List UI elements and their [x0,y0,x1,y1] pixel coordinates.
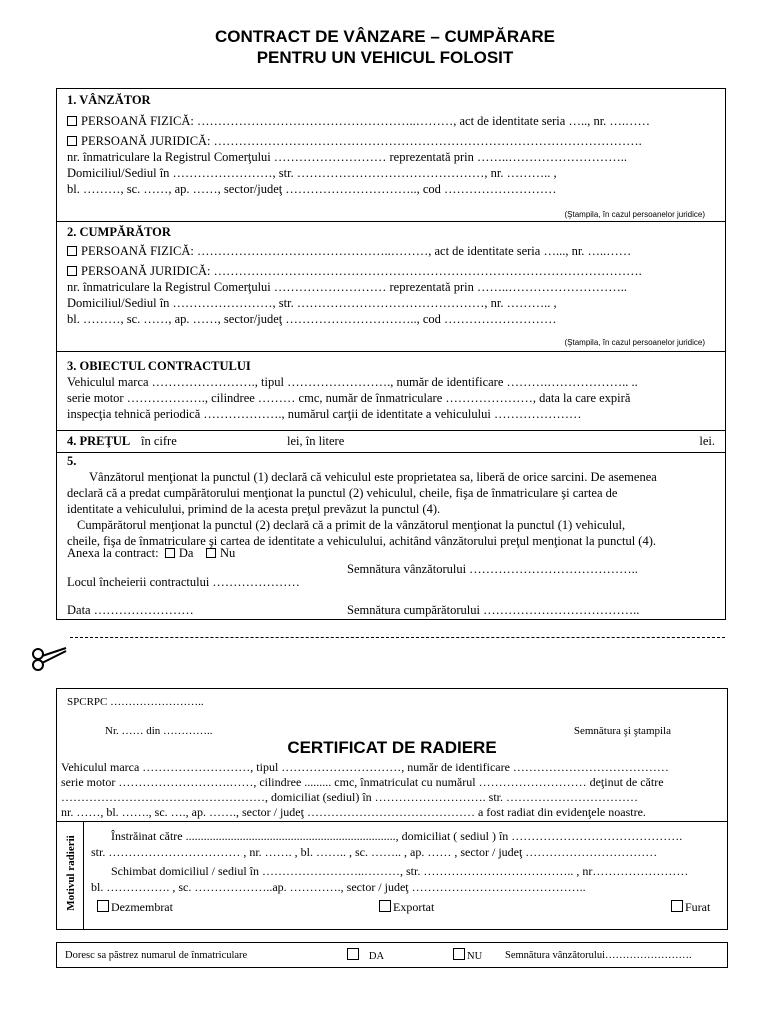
declaration-p1: Vânzătorul menţionat la punctul (1) declară că vehiculul este proprietatea sa, liberă de orice sarcini. De asemenea [89,470,657,484]
declaration-p2: declară că a predat cumpărătorului menţionat la punctul (2) vehiculul, cheile, fişa de înmatriculare şi cartea de [67,486,618,500]
contract-date[interactable]: Data …………………… [67,603,194,617]
reason-transferred: Înstrăinat către ......................................................................, domiciliat ( sediul ) în ……………………………………. [111,829,683,843]
option-exported[interactable]: Exportat [379,900,434,914]
seller-signature[interactable]: Semnătura vânzătorului ………………………………….. [347,562,638,576]
checkbox-icon[interactable] [67,266,77,276]
divider [57,221,725,222]
checkbox-icon[interactable] [67,136,77,146]
reason-address-change: Schimbat domiciliul / sediul în ……………………..………, str. ……………………………….. , nr…………………… [111,864,689,878]
buyer-address-line: Domiciliul/Sediul în ……………………, str. ………………………………………, nr. ……….. , [67,296,557,310]
checkbox-icon[interactable] [97,900,109,912]
object-line2: serie motor ………………., cilindree ……… cmc, număr de înmatriculare …………………, data la care expiră [67,391,631,405]
object-line1: Vehiculul marca ……………………., tipul ……………………., număr de identificare ……….……………….. .. [67,375,638,389]
divider [57,452,725,453]
seller-natural-person[interactable]: PERSOANĂ FIZICĂ: ……………………………………………..………, act de identitate seria ….., nr. ….…… [67,114,650,129]
scissors-icon [30,646,70,672]
price-figures-label: în cifre [141,434,177,448]
contract-place[interactable]: Locul încheierii contractului ………………… [67,575,300,589]
option-stolen[interactable]: Furat [671,900,710,914]
annex-row [67,546,235,561]
reason-transferred-address: str. …………………………… , nr. ……. , bl. …….. , sc. …….. , ap. …… , sector / judeţ …………………………… [91,845,658,859]
keep-plate-no[interactable]: NU [453,948,482,964]
certificate-title: CERTIFICAT DE RADIERE [287,738,497,757]
buyer-heading: 2. CUMPĂRĂTOR [67,225,171,239]
seller-registry-line: nr. înmatriculare la Registrul Comerţului ……………………… reprezentată prin ……..……………………….. [67,150,627,164]
seller-stamp-note: (Ştampila, în cazul persoanelor juridice) [564,210,705,219]
checkbox-icon[interactable] [671,900,683,912]
cut-line [70,637,725,638]
document-title-line2: PENTRU UN VEHICUL FOLOSIT [256,48,514,67]
object-heading: 3. OBIECTUL CONTRACTULUI [67,359,251,373]
spcrpc-label: SPCRPC …………………….. [67,696,204,708]
cert-signature-stamp: Semnătura şi ştampila [573,725,671,737]
certificate-box [56,688,728,930]
footer-seller-signature[interactable]: Semnătura vânzătorului……………………. [505,950,692,961]
checkbox-icon[interactable] [347,948,359,960]
buyer-address-line2: bl. ………, sc. ……, ap. ……, sector/judeţ ………………………….., cod ……………………… [67,312,557,326]
cert-line2: serie motor ……………………….……, cilindree ......... cmc, înmatriculat cu numărul ……………………… deţinut de către [61,775,664,789]
declaration-p4: Cumpărătorul menţionat la punctul (2) declară că a primit de la vânzătorul menţionat la punctul (1) vehiculul, [77,518,626,532]
annex-label: Anexa la contract: [67,546,159,560]
reason-label: Motivul radierii [65,835,77,911]
price-end-label: lei. [699,434,715,448]
buyer-registry-line: nr. înmatriculare la Registrul Comerţului ……………………… reprezentată prin ……..……………………….. [67,280,627,294]
document-title-line1: CONTRACT DE VÂNZARE – CUMPĂRARE [214,27,555,46]
keep-plate-yes[interactable]: DA [347,948,384,964]
annex-yes-checkbox[interactable] [165,548,175,558]
option-dismantled[interactable]: Dezmembrat [97,900,173,914]
footer-box [56,942,728,968]
checkbox-icon[interactable] [67,116,77,126]
reason-divider [83,821,84,930]
price-heading: 4. PREŢUL [67,434,131,448]
reason-address-change2: bl. ……………. , sc. ………………..ap. …………., sector / judeţ …………………………………….. [91,880,586,894]
checkbox-icon[interactable] [453,948,465,960]
buyer-natural-person[interactable]: PERSOANĂ FIZICĂ: ………………………………………..………, act de identitate seria …..., nr. …..…… [67,244,631,259]
annex-no-checkbox[interactable] [206,548,216,558]
checkbox-icon[interactable] [67,246,77,256]
annex-no-label: Nu [219,546,236,560]
seller-legal-person[interactable]: PERSOANĂ JURIDICĂ: …………………………………………………………………………………………. [67,134,642,149]
cert-number: Nr. …… din ………….. [105,725,213,737]
cert-line4: nr. ……, bl. ……., sc. …., ap. ……., sector / judeţ …………………………………… a fost radiat din evidenţele noastre. [61,805,646,819]
declaration-p3: identitate a vehiculului, primind de la acesta preţul prevăzut la punctul (4). [67,502,441,516]
cert-line3: ……………………………………………, domiciliat (sediul) în ………………………. str. …………………………… [61,790,638,804]
checkbox-icon[interactable] [379,900,391,912]
seller-heading: 1. VÂNZĂTOR [67,93,151,107]
seller-address-line2: bl. ………, sc. ……, ap. ……, sector/judeţ ………………………….., cod ……………………… [67,182,557,196]
cert-line1: Vehiculul marca ………………………, tipul …………………………, număr de identificare ………………………………… [61,760,669,774]
keep-plate-label: Doresc sa păstrez numarul de înmatriculare [65,950,248,961]
declaration-heading: 5. [67,454,77,468]
buyer-stamp-note: (Ştampila, în cazul persoanelor juridice) [564,338,705,347]
object-line3: inspecţia tehnică periodică ………………., numărul carţii de identitate a vehiculului ………………… [67,407,582,421]
annex-yes-label: Da [178,546,194,560]
divider [57,430,725,431]
seller-address-line: Domiciliul/Sediul în ……………………, str. ………………………………………, nr. ……….. , [67,166,557,180]
contract-box [56,88,726,620]
price-words-label: lei, în litere [287,434,345,448]
divider [57,821,727,822]
declaration-p5: cheile, fişa de înmatriculare şi cartea de identitate a vehiculului, achitând vânzătorului preţul menţionat la punctul (4). [67,534,657,548]
buyer-signature[interactable]: Semnătura cumpărătorului ……………………………….. [347,603,640,617]
divider [57,351,725,352]
buyer-legal-person[interactable]: PERSOANĂ JURIDICĂ: …………………………………………………………………………………………. [67,264,642,279]
